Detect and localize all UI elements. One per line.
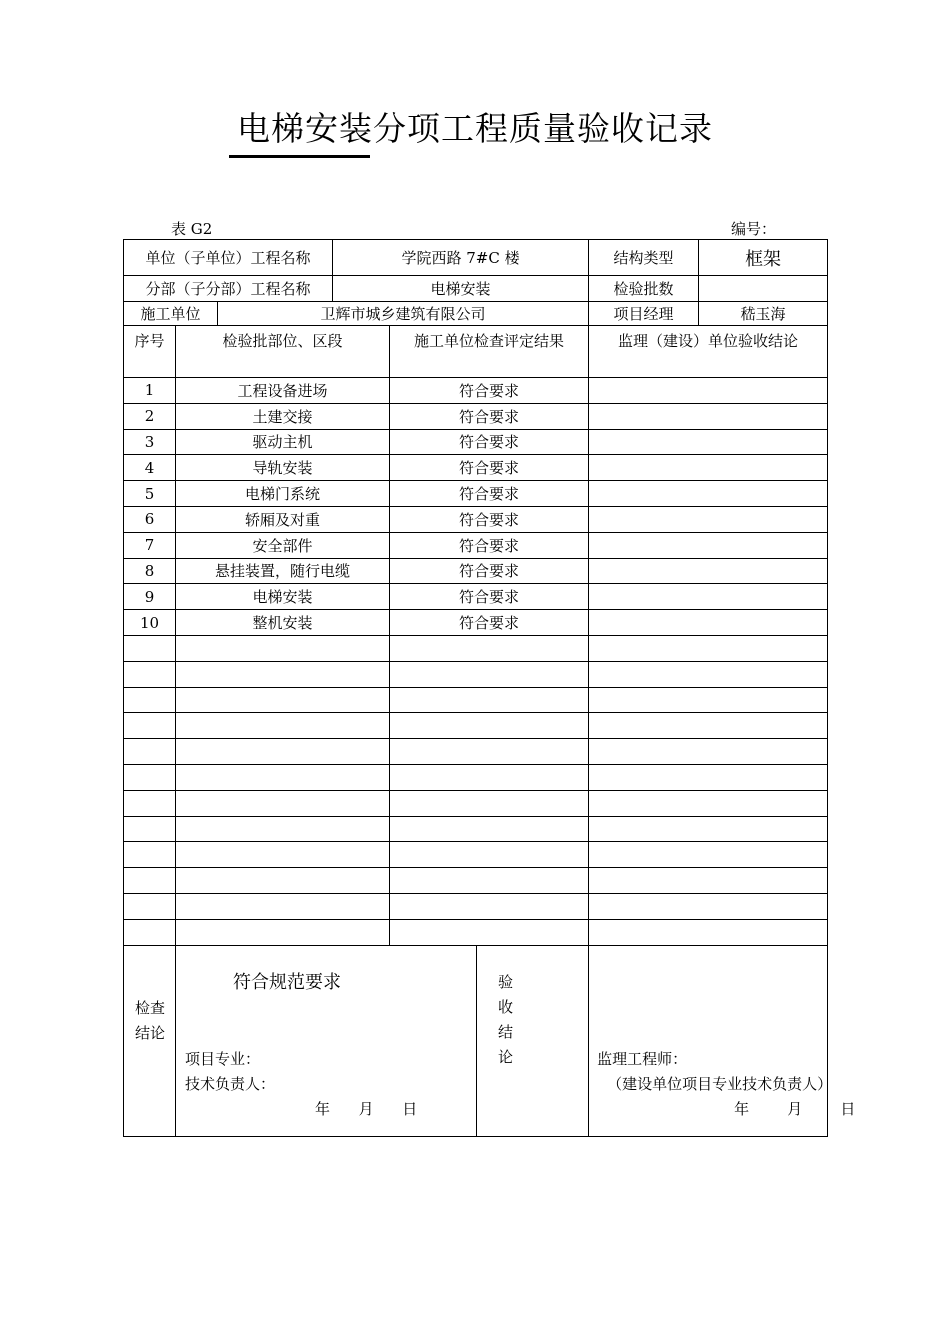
- table-row: [124, 661, 828, 687]
- row-number-cell: [124, 842, 176, 868]
- form-number: 表 G2: [171, 220, 213, 238]
- row-conclusion-cell: [589, 739, 828, 765]
- row-part-cell: 驱动主机: [176, 429, 390, 455]
- row-number-cell: [124, 764, 176, 790]
- info-row-sub: [124, 276, 828, 302]
- row-conclusion-cell: [589, 842, 828, 868]
- row-part-cell: 工程设备进场: [176, 378, 390, 404]
- batch-count-label: 检验批数: [589, 276, 699, 302]
- row-conclusion-cell: [589, 713, 828, 739]
- acceptance-conclusion-cell: [589, 945, 856, 1136]
- table-row: [124, 739, 828, 765]
- table-row: [124, 842, 828, 868]
- row-result-cell: [390, 661, 589, 687]
- supervising-engineer-label: 监理工程师：: [597, 1049, 688, 1068]
- row-part-cell: [176, 713, 390, 739]
- manager-value: 嵇玉海: [699, 302, 828, 326]
- table-row: [124, 687, 828, 713]
- row-conclusion-cell: [589, 378, 828, 404]
- contractor-label: 施工单位: [124, 302, 218, 326]
- structure-type-label: 结构类型: [589, 240, 699, 276]
- row-conclusion-cell: [589, 429, 828, 455]
- row-result-cell: [390, 764, 589, 790]
- info-row-unit: [124, 240, 828, 276]
- row-number-cell: 3: [124, 429, 176, 455]
- row-result-cell: [390, 842, 589, 868]
- row-result-cell: [390, 739, 589, 765]
- row-conclusion-cell: [589, 790, 828, 816]
- row-conclusion-cell: [589, 816, 828, 842]
- row-number-cell: 8: [124, 558, 176, 584]
- inspection-conclusion-label-cell: [124, 945, 176, 1136]
- row-conclusion-cell: [589, 506, 828, 532]
- row-number-cell: [124, 661, 176, 687]
- sub-project-label: 分部（子分部）工程名称: [124, 276, 333, 302]
- unit-project-label: 单位（子单位）工程名称: [124, 240, 333, 276]
- row-conclusion-cell: [589, 661, 828, 687]
- row-number-cell: [124, 816, 176, 842]
- row-part-cell: [176, 661, 390, 687]
- table-row: [124, 764, 828, 790]
- acceptance-date-label: 年 月 日: [734, 1099, 856, 1118]
- row-conclusion-cell: [589, 687, 828, 713]
- table-row: [124, 378, 828, 404]
- page-title: 电梯安装分项工程质量验收记录: [237, 109, 713, 148]
- row-result-cell: [390, 790, 589, 816]
- row-result-cell: 符合要求: [390, 378, 589, 404]
- table-row: [124, 455, 828, 481]
- row-part-cell: [176, 687, 390, 713]
- owner-tech-lead-label: （建设单位项目专业技术负责人）: [607, 1074, 833, 1093]
- row-conclusion-cell: [589, 764, 828, 790]
- info-row-contractor: [124, 302, 828, 326]
- row-result-cell: [390, 635, 589, 661]
- inspection-conclusion-cell: [176, 945, 477, 1136]
- row-number-cell: [124, 635, 176, 661]
- row-result-cell: 符合要求: [390, 506, 589, 532]
- row-part-cell: [176, 635, 390, 661]
- table-row: [124, 635, 828, 661]
- column-header-row: [124, 326, 828, 378]
- row-number-cell: [124, 893, 176, 919]
- row-result-cell: [390, 713, 589, 739]
- inspection-conclusion-label: 检查 结论: [134, 998, 165, 1042]
- row-result-cell: 符合要求: [390, 532, 589, 558]
- row-number-cell: [124, 713, 176, 739]
- row-conclusion-cell: [589, 532, 828, 558]
- inspection-date-label: 年 月 日: [315, 1099, 418, 1118]
- row-part-cell: 电梯门系统: [176, 481, 390, 507]
- conclusion-row: [124, 945, 828, 1136]
- row-part-cell: 轿厢及对重: [176, 506, 390, 532]
- row-result-cell: 符合要求: [390, 584, 589, 610]
- row-number-cell: [124, 687, 176, 713]
- row-number-cell: [124, 790, 176, 816]
- row-part-cell: 整机安装: [176, 610, 390, 636]
- table-row: [124, 403, 828, 429]
- contractor-value: 卫辉市城乡建筑有限公司: [218, 302, 589, 326]
- table-row: [124, 919, 828, 945]
- inspection-result-text: 符合规范要求: [233, 971, 341, 993]
- row-part-cell: [176, 842, 390, 868]
- table-row: [124, 816, 828, 842]
- unit-project-value: 学院西路 7#C 楼: [333, 240, 589, 276]
- table-row: [124, 506, 828, 532]
- table-row: [124, 429, 828, 455]
- row-part-cell: [176, 739, 390, 765]
- table-row: [124, 790, 828, 816]
- row-number-cell: 10: [124, 610, 176, 636]
- row-number-cell: [124, 919, 176, 945]
- row-part-cell: [176, 919, 390, 945]
- column-header-part: 检验批部位、区段: [176, 326, 390, 378]
- row-number-cell: 5: [124, 481, 176, 507]
- row-number-cell: [124, 739, 176, 765]
- table-row: [124, 558, 828, 584]
- row-number-cell: [124, 868, 176, 894]
- row-number-cell: 9: [124, 584, 176, 610]
- column-header-no: 序号: [124, 326, 176, 378]
- row-part-cell: [176, 868, 390, 894]
- project-major-label: 项目专业：: [185, 1049, 261, 1068]
- row-result-cell: 符合要求: [390, 455, 589, 481]
- row-conclusion-cell: [589, 893, 828, 919]
- inspection-record-table: [123, 239, 856, 1137]
- technical-lead-label: 技术负责人：: [185, 1074, 276, 1093]
- row-part-cell: 导轨安装: [176, 455, 390, 481]
- row-result-cell: 符合要求: [390, 610, 589, 636]
- acceptance-conclusion-label-cell: [477, 945, 589, 1136]
- row-conclusion-cell: [589, 558, 828, 584]
- table-row: [124, 713, 828, 739]
- table-row: [124, 610, 828, 636]
- row-number-cell: 4: [124, 455, 176, 481]
- table-row: [124, 893, 828, 919]
- row-part-cell: 电梯安装: [176, 584, 390, 610]
- table-row: [124, 868, 828, 894]
- sub-project-value: 电梯安装: [333, 276, 589, 302]
- row-result-cell: [390, 816, 589, 842]
- row-part-cell: [176, 893, 390, 919]
- row-conclusion-cell: [589, 919, 828, 945]
- batch-count-value: [699, 276, 828, 302]
- table-row: [124, 481, 828, 507]
- row-number-cell: 6: [124, 506, 176, 532]
- row-result-cell: 符合要求: [390, 429, 589, 455]
- structure-type-value: 框架: [699, 240, 828, 276]
- column-header-result: 施工单位检查评定结果: [390, 326, 589, 378]
- serial-number-label: 编号：: [731, 220, 777, 238]
- table-row: [124, 532, 828, 558]
- row-conclusion-cell: [589, 635, 828, 661]
- row-conclusion-cell: [589, 455, 828, 481]
- row-part-cell: 土建交接: [176, 403, 390, 429]
- row-conclusion-cell: [589, 584, 828, 610]
- row-result-cell: [390, 868, 589, 894]
- row-conclusion-cell: [589, 610, 828, 636]
- row-conclusion-cell: [589, 481, 828, 507]
- row-result-cell: 符合要求: [390, 403, 589, 429]
- row-result-cell: 符合要求: [390, 481, 589, 507]
- row-result-cell: [390, 919, 589, 945]
- row-number-cell: 1: [124, 378, 176, 404]
- row-part-cell: 悬挂装置，随行电缆: [176, 558, 390, 584]
- row-result-cell: [390, 687, 589, 713]
- row-conclusion-cell: [589, 868, 828, 894]
- manager-label: 项目经理: [589, 302, 699, 326]
- row-part-cell: [176, 764, 390, 790]
- column-header-conclusion: 监理（建设）单位验收结论: [589, 326, 828, 378]
- row-conclusion-cell: [589, 403, 828, 429]
- title-underline: [229, 155, 370, 158]
- acceptance-conclusion-label: 验 收 结 论: [498, 972, 514, 1066]
- row-number-cell: 7: [124, 532, 176, 558]
- row-part-cell: 安全部件: [176, 532, 390, 558]
- row-part-cell: [176, 816, 390, 842]
- row-part-cell: [176, 790, 390, 816]
- row-result-cell: [390, 893, 589, 919]
- row-result-cell: 符合要求: [390, 558, 589, 584]
- row-number-cell: 2: [124, 403, 176, 429]
- table-row: [124, 584, 828, 610]
